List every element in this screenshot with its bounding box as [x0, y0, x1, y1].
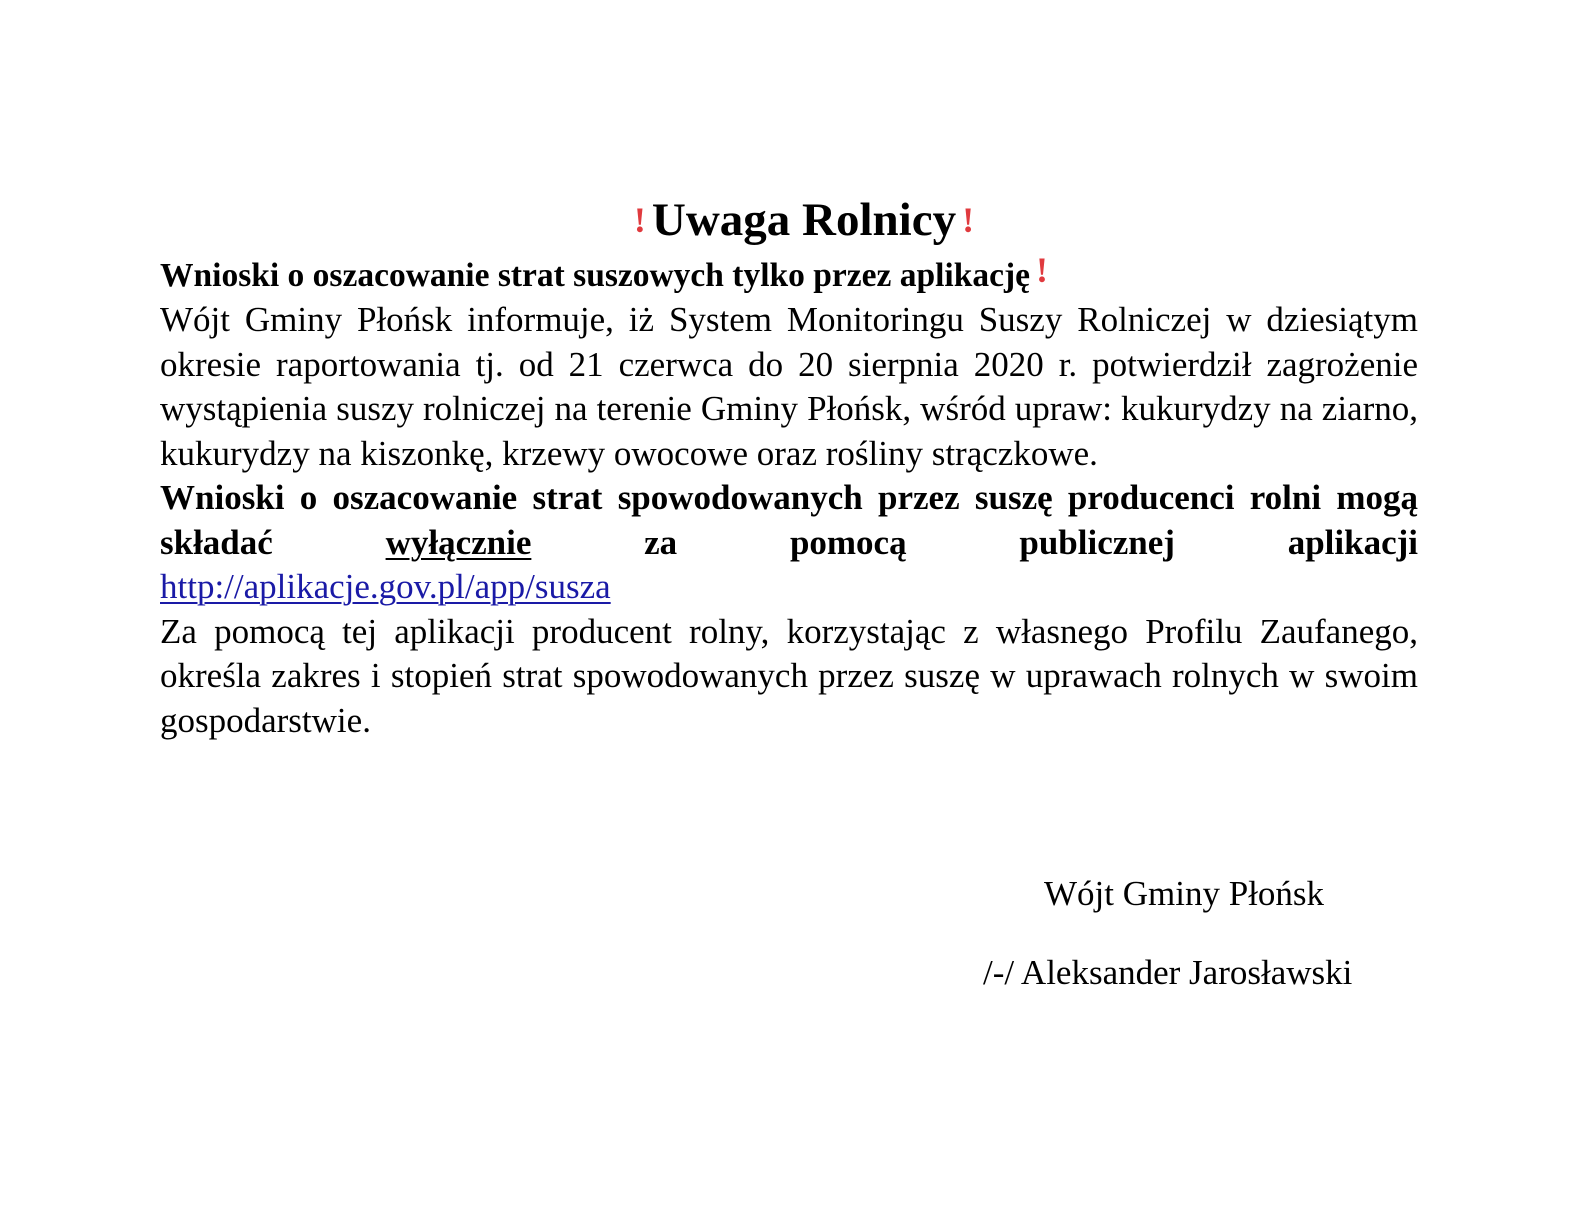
application-link[interactable]: http://aplikacje.gov.pl/app/susza [160, 567, 611, 606]
paragraph-text: Wnioski o oszacowanie strat spowodowanych przez suszę producenci rolni mogą składać [160, 478, 1418, 562]
paragraph-text: za pomocą publicznej aplikacji [644, 522, 1418, 562]
signature-name: /-/ Aleksander Jarosławski [983, 953, 1353, 992]
notice-body [160, 188, 1418, 743]
exclamation-icon: ! [1036, 250, 1049, 290]
paragraph-application-usage: Za pomocą tej aplikacji producent rolny, korzystając z własnego Profilu Zaufanego, określa zakres i stopień strat spowodowanych przez suszę w uprawach rolnych w swoim gospodarstwie. [160, 611, 1418, 740]
paragraph-application-requirement [160, 476, 1418, 565]
paragraph-announcement: Wójt Gminy Płońsk informuje, iż System Monitoringu Suszy Rolniczej w dziesiątym okresie raportowania tj. od 21 czerwca do 20 sierpnia 2020 r. potwierdził zagrożenie wystąpienia suszy rolniczej na terenie Gminy Płońsk, wśród upraw: kukurydzy na ziarno, kukurydzy na kiszonkę, krzewy owocowe oraz rośliny strączkowe. [160, 300, 1418, 473]
subtitle-text: Wnioski o oszacowanie strat suszowych tylko przez aplikację [160, 257, 1031, 294]
page-title [160, 188, 1418, 252]
exclamation-icon: ! [633, 200, 646, 240]
title-text: Uwaga Rolnicy [651, 194, 957, 246]
subtitle [160, 252, 1418, 298]
emphasis-text: wyłącznie [385, 522, 532, 562]
signature-title: Wójt Gminy Płońsk [1044, 874, 1325, 913]
exclamation-icon: ! [962, 200, 975, 240]
